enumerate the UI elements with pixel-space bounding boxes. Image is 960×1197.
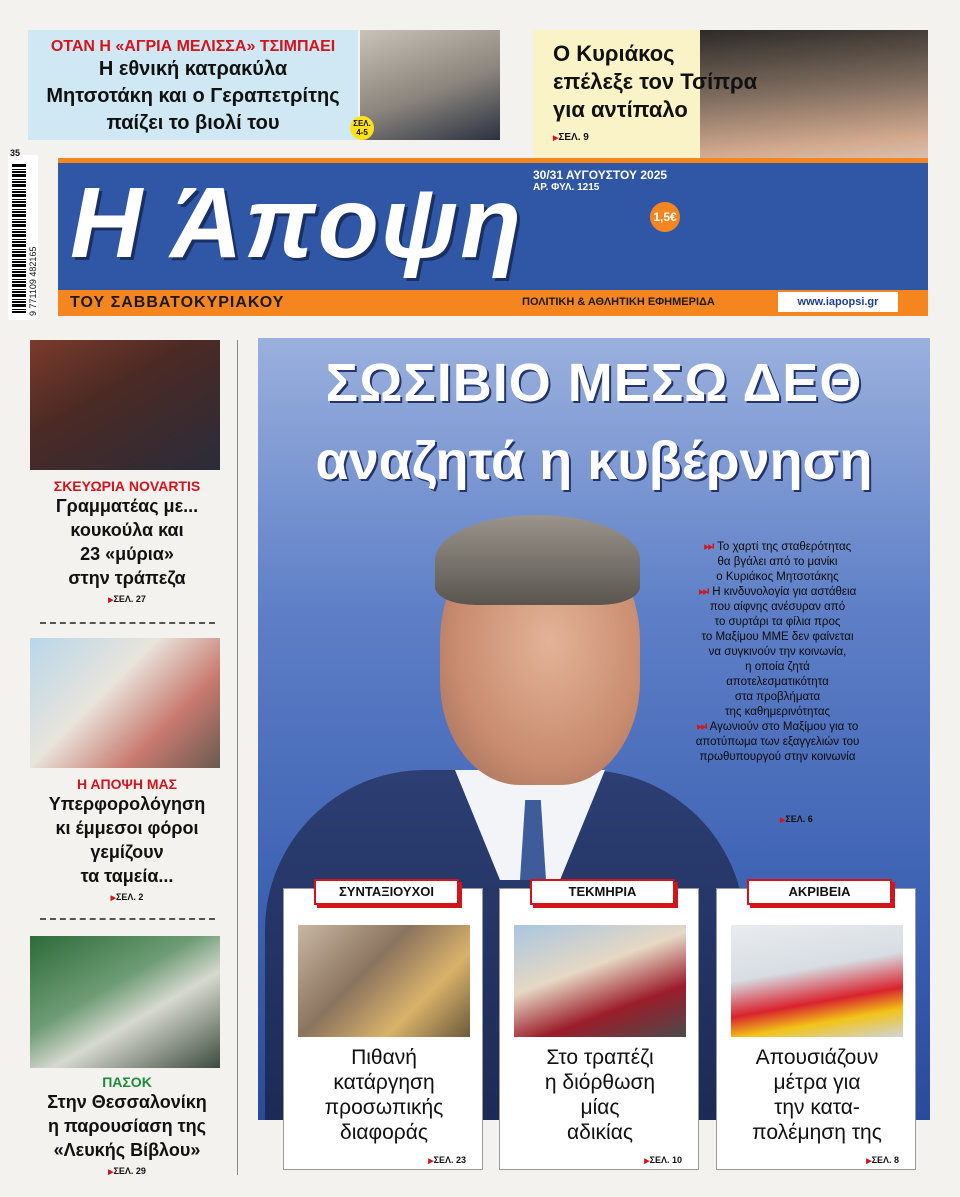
page-ref: ▶ ΣΕΛ. 10 (500, 1155, 700, 1165)
story-headline-line: κουκούλα και (70, 520, 184, 540)
issue-date: 30/31 ΑΥΓΟΥΣΤΟΥ 2025 (533, 168, 668, 182)
box-pensioners[interactable] (283, 884, 483, 1170)
georgiadis-photo (30, 340, 220, 470)
story-headline-line: η παρουσίαση της (47, 1116, 207, 1136)
box-label: ΣΥΝΤΑΞΙΟΥΧΟΙ (314, 879, 459, 905)
headline-line: επέλεξε τον Τσίπρα (553, 69, 758, 94)
barcode-bars (12, 163, 26, 313)
bullet-line: ο Κυριάκος Μητσοτάκης (716, 571, 839, 583)
page-ref: ▶ ΣΕΛ. 8 (717, 1155, 917, 1165)
box-tekmiria[interactable] (499, 884, 699, 1170)
masthead-tagline: ΠΟΛΙΤΙΚΗ & ΑΘΛΗΤΙΚΗ ΕΦΗΜΕΡΙΔΑ (522, 296, 715, 308)
website-link[interactable]: www.iapopsi.gr (778, 292, 898, 312)
top-left-teaser[interactable] (28, 30, 358, 140)
bullet-line: το Μαξίμου ΜΜΕ δεν φαίνεται (701, 631, 854, 643)
bullet-line: η οποία ζητά (745, 661, 810, 673)
pages-badge: ΣΕΛ. 4-5 (350, 116, 374, 140)
story-headline-line: τα ταμεία... (80, 866, 174, 886)
pm-hair (435, 515, 640, 605)
left-story-pasok[interactable] (28, 1074, 226, 1176)
teaser-kicker: ΟΤΑΝ Η «ΑΓΡΙΑ ΜΕΛΙΣΣΑ» ΤΣΙΜΠΑΕΙ (50, 38, 336, 55)
dashed-divider (40, 622, 215, 624)
box-headline: Απουσιάζουν μέτρα για την κατα- πολέμηση της (752, 1046, 882, 1144)
issue-number: ΑΡ. ΦΥΛ. 1215 (533, 182, 600, 193)
barcode-issue: 35 (10, 148, 21, 158)
page-ref: ▶ ΣΕΛ. 9 (553, 132, 589, 143)
bullet-line: στα προβλήματα (734, 691, 821, 703)
bullet-arrow-icon: ⏭ (698, 586, 710, 598)
bullet-line: να συγκινούν την κοινωνία, (708, 646, 847, 658)
box-headline: Πιθανή κατάργηση προσωπικής διαφοράς (324, 1046, 444, 1144)
teaser-headline-line: Η εθνική κατρακύλα (98, 58, 288, 80)
page-ref: ▶ ΣΕΛ. 23 (284, 1155, 484, 1165)
bullet-line: αποτελεσματικότητα (726, 676, 829, 688)
bullet-line: που αίφνης ανέσυραν από (709, 601, 846, 613)
price-badge: 1,5€ (650, 202, 680, 232)
headline-line: Ο Κυριάκος (553, 41, 675, 66)
page-ref: ▶ ΣΕΛ. 6 (780, 814, 813, 824)
story-headline-line: γεμίζουν (90, 842, 164, 862)
pasok-photo (30, 936, 220, 1068)
story-headline-line: στην τράπεζα (68, 568, 186, 588)
bullet-line: αποτύπωμα των εξαγγελιών του (695, 736, 860, 748)
story-headline-line: «Λευκής Βίβλου» (53, 1140, 201, 1160)
bullet-line: πρωθυπουργού στην κοινωνία (699, 751, 856, 763)
dashed-divider (40, 918, 215, 920)
box-akriveia[interactable] (716, 884, 916, 1170)
bullet-line: ⏭ Η κινδυνολογία για αστάθεια (698, 586, 857, 598)
bullet-line: ⏭ Αγωνιούν στο Μαξίμου για το (696, 721, 859, 733)
politician-photo (360, 30, 500, 140)
barcode-number: 9 771109 482165 (28, 246, 38, 316)
bullet-line: το συρτάρι τα φίλια προς (714, 616, 841, 628)
story-kicker: ΣΚΕΥΩΡΙΑ NOVARTIS (53, 478, 201, 494)
bullet-line: ⏭ Το χαρτί της σταθερότητας (703, 541, 852, 553)
bullet-arrow-icon: ⏭ (696, 721, 708, 733)
story-kicker: Η ΑΠΟΨΗ ΜΑΣ (76, 776, 178, 792)
column-divider (237, 340, 238, 1175)
story-headline-line: 23 «μύρια» (80, 544, 174, 564)
story-headline-line: κι έμμεσοι φόροι (55, 818, 199, 838)
teaser-headline-line: Μητσοτάκη και ο Γεραπετρίτης (46, 85, 340, 107)
headline-line: για αντίπαλο (553, 97, 688, 122)
masthead-title: Η Άποψη (70, 167, 524, 279)
tax-photo (30, 638, 220, 768)
left-story-opinion[interactable] (28, 776, 226, 902)
story-headline-line: Στην Θεσσαλονίκη (47, 1092, 207, 1112)
coins-photo (298, 925, 470, 1037)
top-right-headline (553, 40, 763, 124)
story-headline-line: Γραμματέας με... (55, 496, 199, 516)
left-story-novartis[interactable] (28, 478, 226, 604)
shopping-basket-photo (731, 925, 903, 1037)
box-label: ΑΚΡΙΒΕΙΑ (747, 879, 892, 905)
page-ref: ▶ ΣΕΛ. 29 (28, 1166, 226, 1176)
story-headline-line: Υπερφορολόγηση (48, 794, 206, 814)
story-kicker: ΠΑΣΟΚ (102, 1074, 152, 1090)
main-headline-line1: ΣΩΣΙΒΙΟ ΜΕΣΩ ΔΕΘ (325, 353, 863, 413)
masthead-subtitle: ΤΟΥ ΣΑΒΒΑΤΟΚΥΡΙΑΚΟΥ (70, 294, 285, 311)
teaser-headline-line: παίζει το βιολί του (106, 112, 280, 134)
bullet-line: θα βγάλει από το μανίκι (717, 556, 838, 568)
barcode (8, 155, 38, 320)
main-headline-line2: αναζητά η κυβέρνηση (315, 431, 873, 491)
page-ref: ▶ ΣΕΛ. 2 (28, 892, 226, 902)
box-headline: Στο τραπέζι η διόρθωση μίας αδικίας (544, 1046, 656, 1144)
main-bullets (640, 540, 915, 765)
page-ref: ▶ ΣΕΛ. 27 (28, 594, 226, 604)
box-label: ΤΕΚΜΗΡΙΑ (530, 879, 675, 905)
luxury-car-photo (514, 925, 686, 1037)
bullet-arrow-icon: ⏭ (703, 541, 715, 553)
bullet-line: της καθημερινότητας (724, 706, 831, 718)
